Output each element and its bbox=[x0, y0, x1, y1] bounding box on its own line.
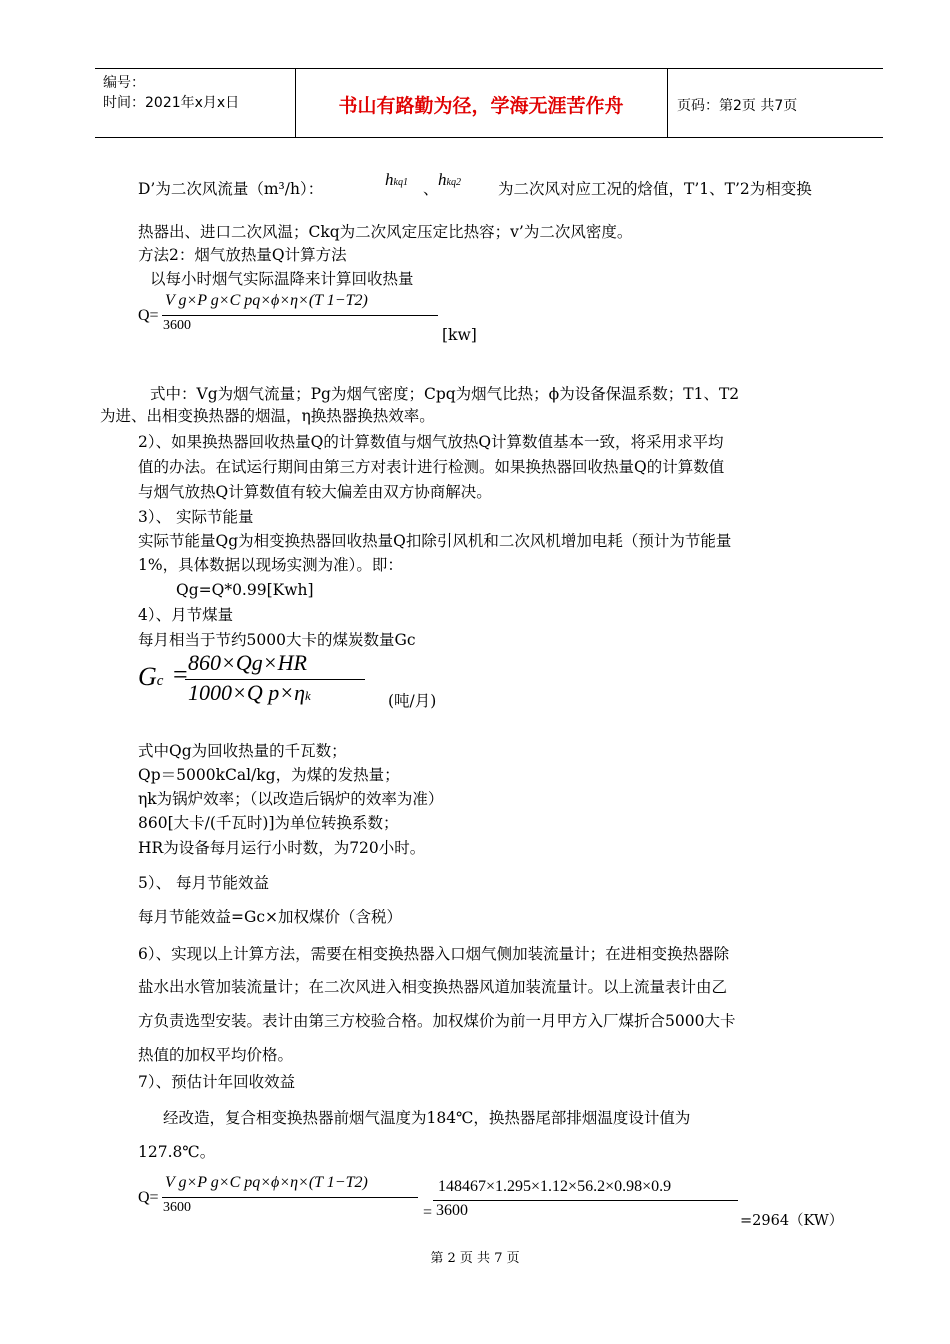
formula-denominator: 1000×Q p×ηk bbox=[188, 680, 311, 705]
text-line: 式中：Vg为烟气流量；Pg为烟气密度；Cpq为烟气比热；ϕ为设备保温系数；T1、T2 bbox=[150, 385, 740, 403]
formula-q-label: Q= bbox=[138, 1189, 159, 1206]
text-line: 与烟气放热Q计算数值有较大偏差由双方协商解决。 bbox=[138, 483, 492, 501]
text-line: 127.8℃。 bbox=[138, 1143, 216, 1161]
text-line: 热器出、进口二次风温；Ckq为二次风定压定比热容；v’为二次风密度。 bbox=[138, 223, 633, 241]
text-line: D’为二次风流量（m³/h）： bbox=[138, 180, 324, 198]
header-meta bbox=[103, 73, 239, 113]
text-line: 方负责选型安装。表计由第三方校验合格。加权煤价为前一月甲方入厂煤折合5000大卡 bbox=[138, 1012, 736, 1030]
text-line: 以每小时烟气实际温降来计算回收热量 bbox=[150, 270, 414, 288]
text-line: 式中Qg为回收热量的千瓦数； bbox=[138, 742, 347, 760]
formula-result: =2964（KW） bbox=[740, 1213, 844, 1229]
text-line: 盐水出水管加装流量计；在二次风进入相变换热器风道加装流量计。以上流量表计由乙 bbox=[138, 978, 728, 996]
header-motto: 书山有路勤为径，学海无涯苦作舟 bbox=[338, 95, 624, 117]
text-line: 热值的加权平均价格。 bbox=[138, 1046, 294, 1064]
text-line: Qp＝5000kCal/kg，为煤的发热量； bbox=[138, 766, 400, 784]
formula-denominator: 3600 bbox=[436, 1202, 468, 1219]
section-heading: 5）、 每月节能效益 bbox=[138, 874, 270, 892]
header-page-number: 页码：第2页 共7页 bbox=[677, 98, 798, 114]
formula-denominator: 3600 bbox=[163, 1200, 191, 1215]
text-line: 值的办法。在试运行期间由第三方对表计进行检测。如果换热器回收热量Q的计算数值 bbox=[138, 458, 725, 476]
formula-numerator: V g×P g×C pq×ϕ×η×(T 1−T2) bbox=[165, 1174, 368, 1191]
text-line: 每月相当于节约5000大卡的煤炭数量Gc bbox=[138, 631, 416, 649]
text-line: 2）、如果换热器回收热量Q的计算数值与烟气放热Q计算数值基本一致，将采用求平均 bbox=[138, 433, 724, 451]
formula-unit: [kw] bbox=[442, 326, 477, 344]
text-line: ηk为锅炉效率；（以改造后锅炉的效率为准） bbox=[138, 790, 444, 808]
text-line: 6）、实现以上计算方法，需要在相变换热器入口烟气侧加装流量计；在进相变换热器除 bbox=[138, 945, 730, 963]
section-heading: 4）、月节煤量 bbox=[138, 606, 234, 624]
formula-unit: (吨/月) bbox=[388, 692, 437, 710]
text-line: 1%，具体数据以现场实测为准）。即： bbox=[138, 556, 403, 574]
code-label: 编号： bbox=[103, 75, 145, 91]
page-footer: 第 2 页 共 7 页 bbox=[430, 1251, 520, 1266]
header-divider bbox=[667, 69, 668, 137]
text-line: HR为设备每月运行小时数，为720小时。 bbox=[138, 839, 426, 857]
text-line: 实际节能量Qg为相变换热器回收热量Q扣除引风机和二次风机增加电耗（预计为节能量 bbox=[138, 532, 732, 550]
text-line: Qg=Q*0.99[Kwh] bbox=[176, 581, 314, 599]
formula-numerator: 860×Qg×HR bbox=[188, 650, 307, 675]
h-kq2-symbol: hkq2 bbox=[438, 170, 461, 189]
fraction-bar bbox=[162, 315, 438, 316]
formula-equals: = bbox=[423, 1204, 433, 1221]
text-line: 每月节能效益=Gc×加权煤价（含税） bbox=[138, 908, 403, 926]
h-kq1-symbol: hkq1 bbox=[385, 170, 408, 189]
fraction-bar bbox=[162, 1197, 418, 1198]
time-label: 时间：2021年x月x日 bbox=[103, 95, 240, 111]
formula-gc-label: Gc bbox=[138, 662, 164, 691]
formula-numerator: V g×P g×C pq×ϕ×η×(T 1−T2) bbox=[165, 292, 368, 309]
formula-numerator: 148467×1.295×1.12×56.2×0.98×0.9 bbox=[438, 1178, 672, 1195]
formula-equals: = bbox=[173, 660, 188, 689]
text-line: 经改造，复合相变换热器前烟气温度为184℃，换热器尾部排烟温度设计值为 bbox=[163, 1109, 691, 1127]
text-line: 为进、出相变换热器的烟温，η换热器换热效率。 bbox=[100, 407, 435, 425]
text-line: 为二次风对应工况的焓值，T’1、T’2为相变换 bbox=[498, 180, 812, 198]
fraction-bar bbox=[433, 1200, 738, 1201]
section-heading: 7）、预估计年回收效益 bbox=[138, 1073, 296, 1091]
text-line: 方法2：烟气放热量Q计算方法 bbox=[138, 246, 347, 264]
formula-q-label: Q= bbox=[138, 307, 159, 324]
formula-denominator: 3600 bbox=[163, 318, 191, 333]
page-header bbox=[95, 68, 883, 138]
text-line: 860[大卡/(千瓦时)]为单位转换系数； bbox=[138, 814, 399, 832]
separator: 、 bbox=[423, 180, 439, 198]
section-heading: 3）、 实际节能量 bbox=[138, 508, 254, 526]
